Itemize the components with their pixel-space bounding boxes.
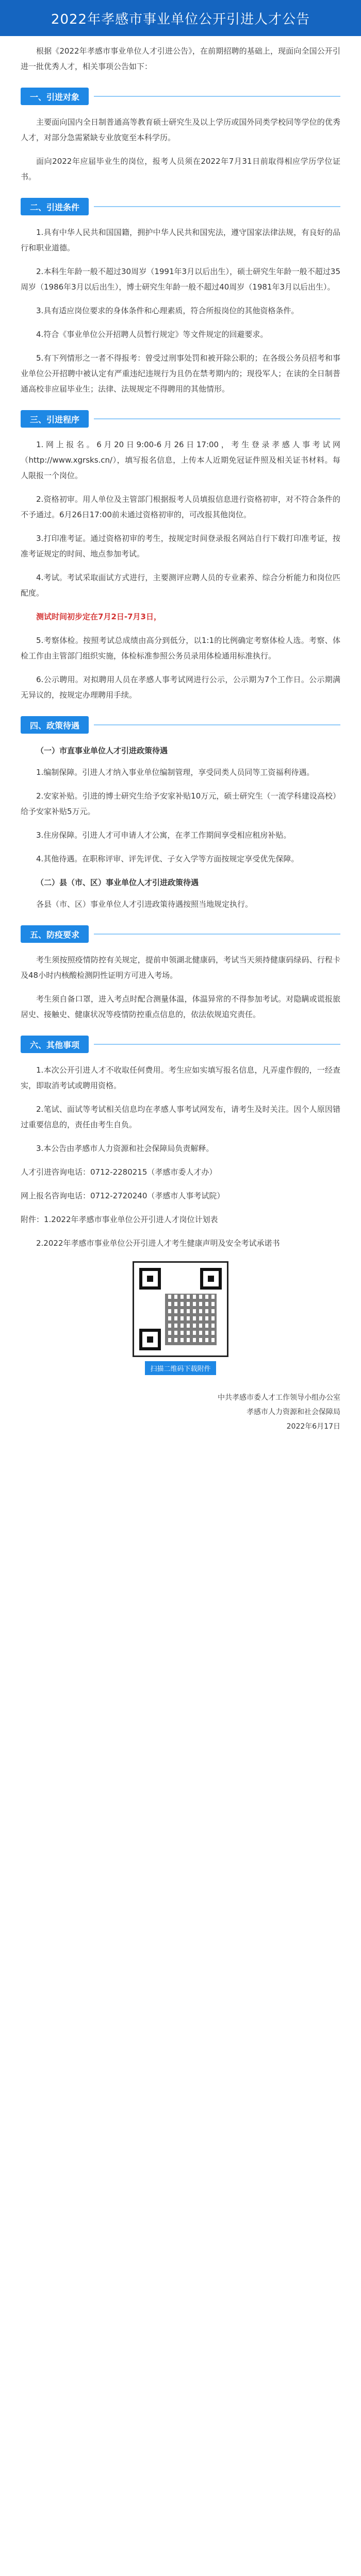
announcement-body xyxy=(0,36,361,1434)
qr-caption: 扫描二维码下载附件 xyxy=(145,1361,216,1375)
section-rule xyxy=(94,1044,340,1045)
issue-date: 2022年6月17日 xyxy=(286,1422,340,1431)
section-header-6 xyxy=(21,1036,340,1053)
paragraph: 2.笔试、面试等考试相关信息均在孝感人事考试网发布，请考生及时关注。因个人原因错过重要信息的，责任由考生自负。 xyxy=(21,1105,340,1129)
paragraph: 1.网上报名。6月20日9:00-6月26日17:00，考生登录孝感人事考试网（http://www.xgrsks.cn/），填写报名信息，上传本人近期免冠证件照及相关证书材料。每人限报一个岗位。 xyxy=(21,440,340,480)
paragraph: 3.打印准考证。通过资格初审的考生，按规定时间登录报名网站自行下载打印准考证，按准考证规定的时间、地点参加考试。 xyxy=(21,534,340,558)
paragraph: 3.本公告由孝感市人力资源和社会保障局负责解释。 xyxy=(36,1144,214,1153)
qr-code-block[interactable] xyxy=(124,1261,237,1375)
issuing-org-2: 孝感市人力资源和社会保障局 xyxy=(247,1408,340,1416)
section-header-5 xyxy=(21,925,340,943)
contact-line: 人才引进咨询电话：0712-2280215（孝感市委人才办） xyxy=(21,1167,217,1177)
section-title-5: 五、防疫要求 xyxy=(21,925,89,943)
section-title-1: 一、引进对象 xyxy=(21,88,89,105)
paragraph: 6.公示聘用。对拟聘用人员在孝感人事考试网进行公示，公示期为7个工作日。公示期满无异议的，按规定办理聘用手续。 xyxy=(21,675,340,700)
paragraph: 4.符合《事业单位公开招聘人员暂行规定》等文件规定的回避要求。 xyxy=(36,330,268,339)
paragraph: 2.资格初审。用人单位及主管部门根据报考人员填报信息进行资格初审，对不符合条件的不予通过。6月26日17:00前未通过资格初审的，可改报其他岗位。 xyxy=(21,495,340,519)
section-header-3 xyxy=(21,410,340,428)
paragraph: 考生须自备口罩，进入考点时配合测量体温，体温异常的不得参加考试。对隐瞒或谎报旅居史、接触史、健康状况等疫情防控重点信息的，依法依规追究责任。 xyxy=(21,994,340,1019)
section-rule xyxy=(94,934,340,935)
paragraph: 1.具有中华人民共和国国籍，拥护中华人民共和国宪法，遵守国家法律法规，有良好的品行和职业道德。 xyxy=(21,228,340,252)
section-header-4 xyxy=(21,716,340,734)
paragraph: 2.安家补贴。引进的博士研究生给予安家补贴10万元，硕士研究生（一流学科建设高校）给予安家补贴5万元。 xyxy=(21,791,340,816)
paragraph: 面向2022年应届毕业生的岗位，报考人员须在2022年7月31日前取得相应学历学位证书。 xyxy=(21,157,340,181)
signature-block xyxy=(21,1391,340,1434)
section-rule xyxy=(94,724,340,725)
paragraph: 1.编制保障。引进人才纳入事业单位编制管理，享受同类人员同等工资福利待遇。 xyxy=(36,768,315,777)
subsection-title: （二）县（市、区）事业单位人才引进政策待遇 xyxy=(36,878,199,887)
paragraph: 1.本次公开引进人才不收取任何费用。考生应如实填写报名信息，凡弄虚作假的，一经查实，即取消考试或聘用资格。 xyxy=(21,1065,340,1090)
paragraph: 主要面向国内全日制普通高等教育硕士研究生及以上学历或国外同类学校同等学位的优秀人才，对部分急需紧缺专业放宽至本科学历。 xyxy=(21,117,340,142)
paragraph: 5.考察体检。按照考试总成绩由高分到低分，以1:1的比例确定考察体检人选。考察、体检工作由主管部门组织实施，体检标准参照公务员录用体检通用标准执行。 xyxy=(21,636,340,660)
paragraph: 考生须按照疫情防控有关规定，提前申领湖北健康码，考试当天须持健康码绿码、行程卡及48小时内核酸检测阴性证明方可进入考场。 xyxy=(21,955,340,980)
page-title-banner xyxy=(0,0,361,36)
section-rule xyxy=(94,96,340,97)
attachment-line[interactable]: 附件：1.2022年孝感市事业单位公开引进人才岗位计划表 xyxy=(21,1215,218,1224)
page-title: 2022年孝感市事业单位公开引进人才公告 xyxy=(51,11,310,27)
paragraph: 2.本科生年龄一般不超过30周岁（1991年3月以后出生），硕士研究生年龄一般不超过35周岁（1986年3月以后出生），博士研究生年龄一般不超过40周岁（1981年3月以后出生）。 xyxy=(21,267,340,292)
section-title-4: 四、政策待遇 xyxy=(21,716,89,734)
section-rule xyxy=(94,418,340,419)
paragraph: 4.考试。考试采取面试方式进行，主要测评应聘人员的专业素养、综合分析能力和岗位匹配度。 xyxy=(21,573,340,598)
subsection-title: （一）市直事业单位人才引进政策待遇 xyxy=(36,746,168,755)
section-header-2 xyxy=(21,198,340,215)
issuing-org: 中共孝感市委人才工作领导小组办公室 xyxy=(218,1394,340,1402)
intro-paragraph: 根据《2022年孝感市事业单位人才引进公告》，在前期招聘的基础上，现面向全国公开引进一批优秀人才，相关事项公告如下： xyxy=(21,46,340,71)
exam-date-highlight: 测试时间初步定在7月2日-7月3日， xyxy=(36,612,161,621)
attachment-line[interactable]: 2.2022年孝感市事业单位公开引进人才考生健康声明及安全考试承诺书 xyxy=(36,1239,280,1248)
qr-code-icon[interactable] xyxy=(133,1261,228,1357)
section-rule xyxy=(94,206,340,207)
section-header-1 xyxy=(21,88,340,105)
section-title-3: 三、引进程序 xyxy=(21,410,89,428)
paragraph: 5.有下列情形之一者不得报考：曾受过刑事处罚和被开除公职的；在各级公务员招考和事业单位公开招聘中被认定有严重违纪违规行为且仍在禁考期内的；现役军人；在读的全日制普通高校非应届毕业生；法律、法规规定不得聘用的其他情形。 xyxy=(21,353,340,394)
paragraph: 各县（市、区）事业单位人才引进政策待遇按照当地规定执行。 xyxy=(36,900,253,909)
paragraph: 3.具有适应岗位要求的身体条件和心理素质，符合所报岗位的其他资格条件。 xyxy=(36,306,299,315)
paragraph: 4.其他待遇。在职称评审、评先评优、子女入学等方面按规定享受优先保障。 xyxy=(36,854,299,863)
section-title-2: 二、引进条件 xyxy=(21,198,89,215)
contact-line: 网上报名咨询电话：0712-2720240（孝感市人事考试院） xyxy=(21,1191,225,1200)
paragraph: 3.住房保障。引进人才可申请人才公寓，在孝工作期间享受相应租房补贴。 xyxy=(36,831,291,840)
section-title-6: 六、其他事项 xyxy=(21,1036,89,1053)
